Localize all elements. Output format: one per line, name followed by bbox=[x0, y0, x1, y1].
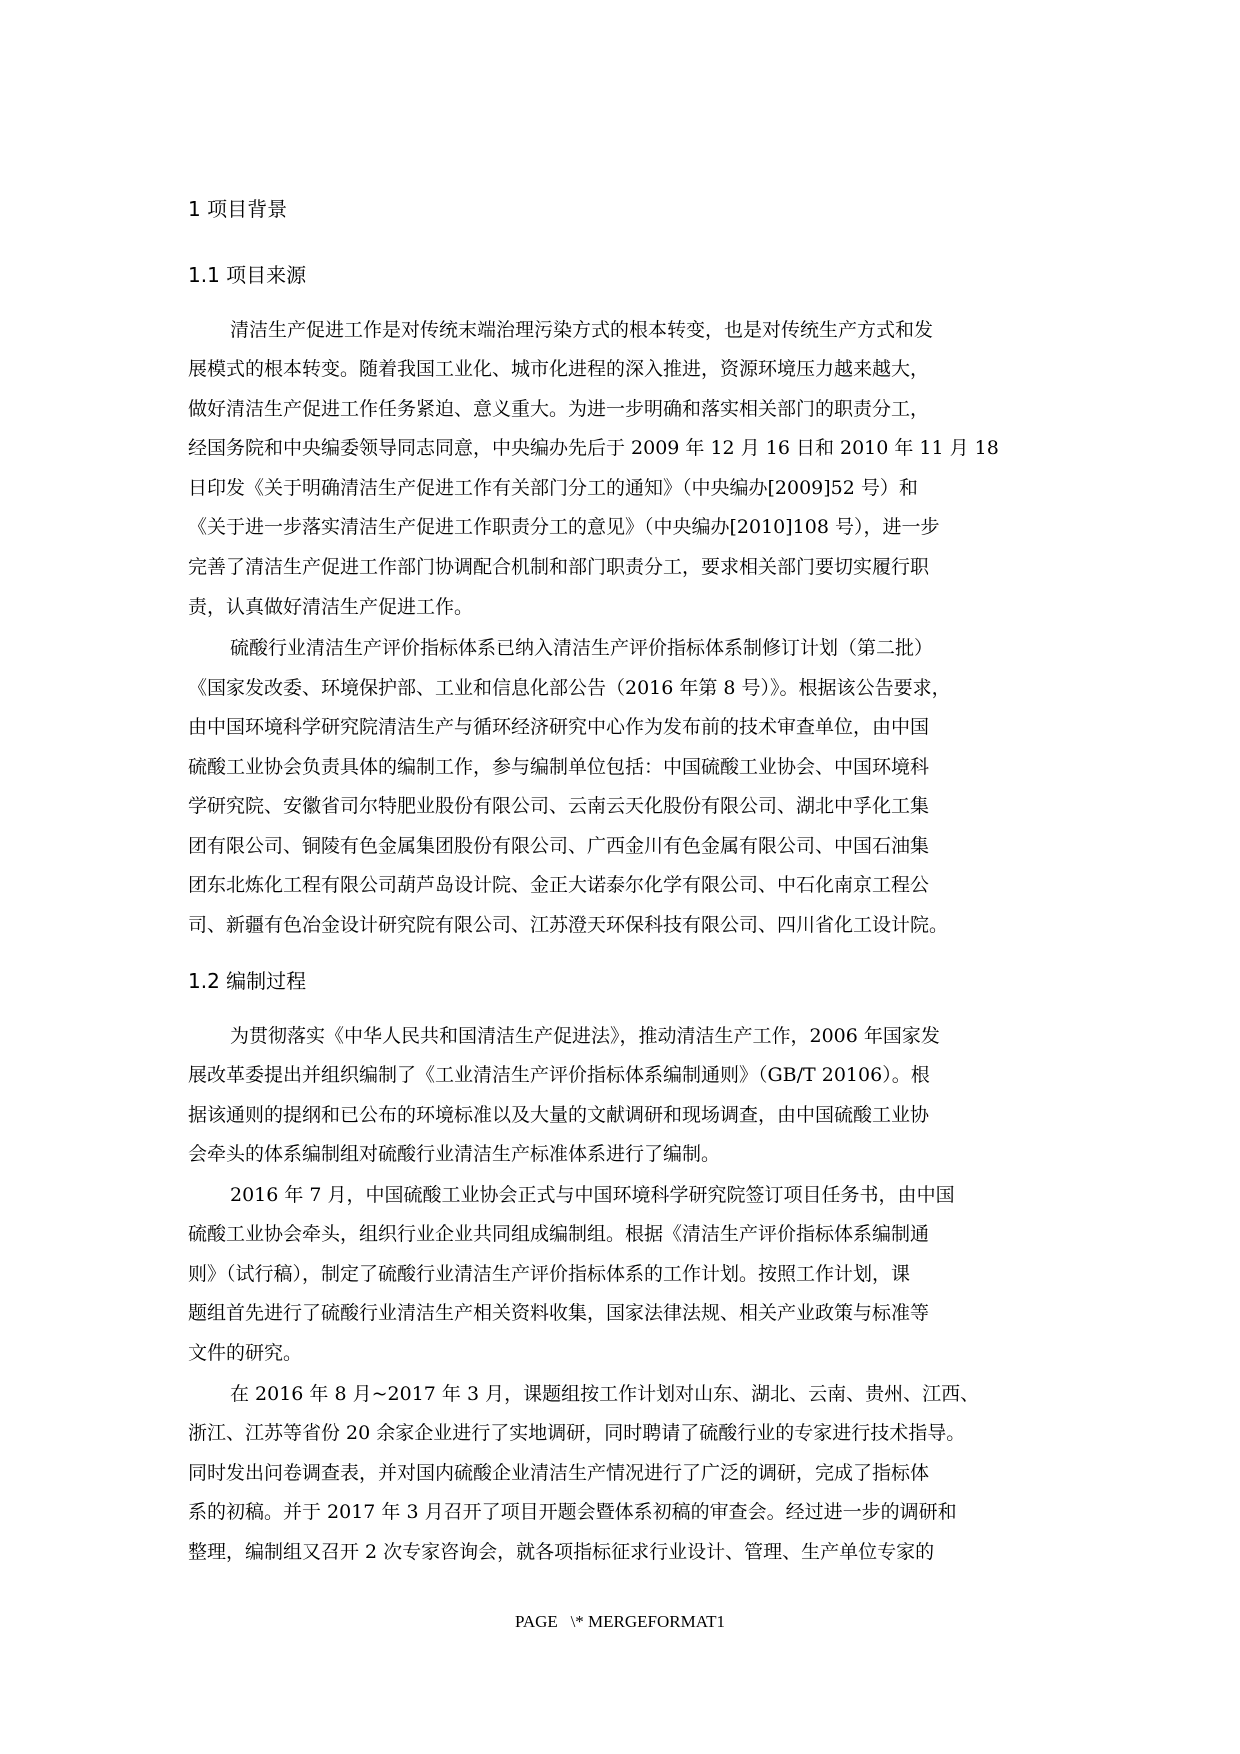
text-line: 展模式的根本转变。随着我国工业化、城市化进程的深入推进，资源环境压力越来越大， bbox=[188, 358, 930, 380]
text-line: 整理，编制组又召开 2 次专家咨询会，就各项指标征求行业设计、管理、生产单位专家的 bbox=[188, 1541, 935, 1563]
text-line: 《关于进一步落实清洁生产促进工作职责分工的意见》（中央编办[2010]108 号），进一步 bbox=[188, 516, 940, 538]
text-line: 同时发出问卷调查表，并对国内硫酸企业清洁生产情况进行了广泛的调研，完成了指标体 bbox=[188, 1462, 930, 1484]
text-line: 做好清洁生产促进工作任务紧迫、意义重大。为进一步明确和落实相关部门的职责分工， bbox=[188, 398, 930, 420]
heading-1-1-project-source: 1.1 项目来源 bbox=[188, 263, 307, 287]
text-line: 系的初稿。并于 2017 年 3 月召开了项目开题会暨体系初稿的审查会。经过进一步的调研和 bbox=[188, 1501, 957, 1523]
text-line: 则》（试行稿），制定了硫酸行业清洁生产评价指标体系的工作计划。按照工作计划，课 bbox=[188, 1263, 911, 1285]
text-line: 团东北炼化工程有限公司葫芦岛设计院、金正大诺泰尔化学有限公司、中石化南京工程公 bbox=[188, 874, 930, 896]
text-line: 浙江、江苏等省份 20 余家企业进行了实地调研，同时聘请了硫酸行业的专家进行技术指导。 bbox=[188, 1422, 966, 1444]
text-line: 《国家发改委、环境保护部、工业和信息化部公告（2016 年第 8 号）》。根据该公告要求， bbox=[188, 677, 951, 699]
text-line: 会牵头的体系编制组对硫酸行业清洁生产标准体系进行了编制。 bbox=[188, 1143, 721, 1165]
text-line: 硫酸行业清洁生产评价指标体系已纳入清洁生产评价指标体系制修订计划（第二批） bbox=[230, 637, 934, 659]
text-line: 硫酸工业协会牵头，组织行业企业共同组成编制组。根据《清洁生产评价指标体系编制通 bbox=[188, 1223, 930, 1245]
text-line: 展改革委提出并组织编制了《工业清洁生产评价指标体系编制通则》（GB/T 20106）。根 bbox=[188, 1064, 930, 1086]
text-line: 为贯彻落实《中华人民共和国清洁生产促进法》，推动清洁生产工作，2006 年国家发 bbox=[230, 1025, 940, 1047]
text-line: 硫酸工业协会负责具体的编制工作，参与编制单位包括：中国硫酸工业协会、中国环境科 bbox=[188, 756, 930, 778]
text-line: 由中国环境科学研究院清洁生产与循环经济研究中心作为发布前的技术审查单位，由中国 bbox=[188, 716, 930, 738]
text-line: 文件的研究。 bbox=[188, 1342, 303, 1364]
text-line: 日印发《关于明确清洁生产促进工作有关部门分工的通知》（中央编办[2009]52 号）和 bbox=[188, 477, 918, 499]
text-line: 清洁生产促进工作是对传统末端治理污染方式的根本转变，也是对传统生产方式和发 bbox=[230, 319, 934, 341]
text-line: 在 2016 年 8 月~2017 年 3 月，课题组按工作计划对山东、湖北、云南、贵州、江西、 bbox=[230, 1383, 980, 1405]
text-line: 题组首先进行了硫酸行业清洁生产相关资料收集，国家法律法规、相关产业政策与标准等 bbox=[188, 1302, 930, 1324]
text-line: 完善了清洁生产促进工作部门协调配合机制和部门职责分工，要求相关部门要切实履行职 bbox=[188, 556, 930, 578]
text-line: 经国务院和中央编委领导同志同意，中央编办先后于 2009 年 12 月 16 日和 2010 年 11 月 18 bbox=[188, 437, 999, 459]
text-line: 学研究院、安徽省司尔特肥业股份有限公司、云南云天化股份有限公司、湖北中孚化工集 bbox=[188, 795, 930, 817]
text-line: 团有限公司、铜陵有色金属集团股份有限公司、广西金川有色金属有限公司、中国石油集 bbox=[188, 835, 930, 857]
text-line: 司、新疆有色冶金设计研究院有限公司、江苏澄天环保科技有限公司、四川省化工设计院。 bbox=[188, 914, 949, 936]
heading-1-2-compilation-process: 1.2 编制过程 bbox=[188, 969, 307, 993]
text-line: 据该通则的提纲和已公布的环境标准以及大量的文献调研和现场调查，由中国硫酸工业协 bbox=[188, 1104, 930, 1126]
heading-1-project-background: 1 项目背景 bbox=[188, 197, 288, 221]
page-footer-field: PAGE \* MERGEFORMAT1 bbox=[514, 1612, 726, 1631]
text-line: 责，认真做好清洁生产促进工作。 bbox=[188, 596, 474, 618]
text-line: 2016 年 7 月，中国硫酸工业协会正式与中国环境科学研究院签订项目任务书，由中国 bbox=[230, 1184, 955, 1206]
